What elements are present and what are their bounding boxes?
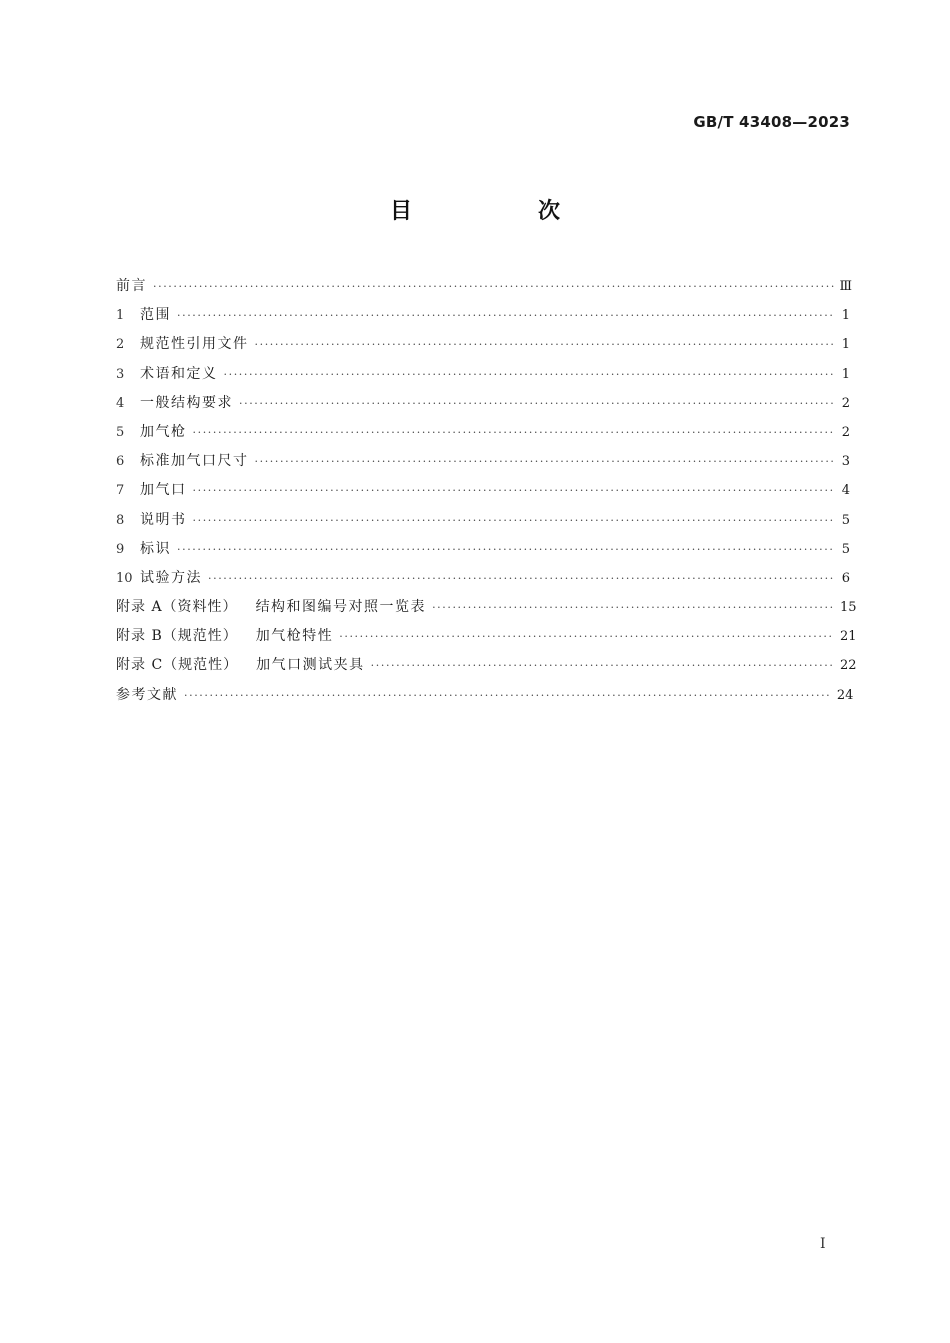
- toc-entry-label: 参考文献: [116, 686, 178, 703]
- toc-entry-appendix-a[interactable]: [116, 593, 857, 622]
- toc-entry-label: 说明书: [140, 511, 187, 528]
- toc-entry-page: 2: [841, 395, 850, 411]
- table-of-contents: [116, 272, 857, 710]
- toc-entry-number: 7: [116, 483, 125, 499]
- toc-entry-9[interactable]: [116, 535, 850, 564]
- toc-entry-page: 15: [840, 600, 857, 616]
- dot-leader: [153, 272, 834, 301]
- toc-entry-page: 1: [841, 308, 850, 324]
- toc-entry-label: 范围: [140, 307, 171, 324]
- toc-entry-number: 10: [116, 570, 133, 586]
- toc-entry-5[interactable]: [116, 418, 850, 447]
- toc-entry-number: 8: [116, 512, 125, 528]
- toc-entry-2[interactable]: [116, 330, 850, 359]
- toc-entry-page: 22: [840, 658, 857, 674]
- toc-entry-number: 5: [116, 424, 125, 440]
- toc-entry-page: 1: [841, 366, 850, 382]
- appendix-tag: 附录 B（规范性）: [116, 628, 238, 645]
- dot-leader: [193, 476, 835, 505]
- dot-leader: [193, 418, 835, 447]
- dot-leader: [224, 360, 835, 389]
- toc-entry-label: 标准加气口尺寸: [140, 453, 249, 470]
- toc-entry-label: 前言: [116, 278, 147, 294]
- toc-entry-page: 21: [839, 629, 857, 645]
- page-number: I: [820, 1236, 826, 1252]
- toc-entry-label: 结构和图编号对照一览表: [255, 599, 427, 616]
- toc-entry-8[interactable]: [116, 506, 850, 535]
- toc-entry-label: 规范性引用文件: [140, 336, 249, 353]
- toc-entry-page: 6: [841, 570, 850, 586]
- appendix-tag: 附录 A（资料性）: [116, 599, 238, 616]
- toc-entry-label: 试验方法: [140, 569, 202, 586]
- dot-leader: [255, 330, 835, 359]
- toc-entry-page: 5: [841, 541, 850, 557]
- toc-entry-label: 术语和定义: [140, 365, 218, 382]
- dot-leader: [239, 389, 834, 418]
- toc-entry-label: 加气枪特性: [255, 628, 334, 645]
- toc-entry-number: 6: [116, 454, 125, 470]
- toc-entry-3[interactable]: [116, 360, 850, 389]
- toc-entry-page: 24: [836, 687, 854, 703]
- dot-leader: [339, 622, 834, 651]
- standard-number: GB/T 43408—2023: [693, 113, 850, 131]
- toc-entry-appendix-c[interactable]: [116, 651, 857, 680]
- toc-entry-appendix-b[interactable]: [116, 622, 857, 651]
- toc-entry-label: 一般结构要求: [140, 394, 233, 411]
- toc-entry-page: 3: [841, 454, 850, 470]
- toc-title: 目 次: [389, 199, 612, 224]
- toc-entry-page: 4: [841, 483, 850, 499]
- toc-entry-10[interactable]: [116, 564, 850, 593]
- toc-entry-6[interactable]: [116, 447, 850, 476]
- dot-leader: [371, 651, 834, 680]
- toc-entry-label: 加气口测试夹具: [256, 657, 365, 674]
- toc-entry-7[interactable]: [116, 476, 850, 505]
- toc-entry-foreword[interactable]: [116, 272, 853, 301]
- appendix-tag: 附录 C（规范性）: [116, 657, 239, 674]
- toc-entry-4[interactable]: [116, 389, 850, 418]
- dot-leader: [193, 506, 835, 535]
- toc-entry-page: 1: [841, 337, 850, 353]
- toc-entry-number: 1: [116, 308, 125, 324]
- toc-entry-label: 加气枪: [140, 423, 187, 440]
- dot-leader: [177, 535, 834, 564]
- toc-entry-1[interactable]: [116, 301, 850, 330]
- dot-leader: [184, 681, 831, 710]
- toc-entry-label: 加气口: [140, 482, 187, 499]
- toc-entry-number: 9: [116, 541, 125, 557]
- dot-leader: [432, 593, 834, 622]
- dot-leader: [255, 447, 835, 476]
- toc-entry-number: 3: [116, 366, 125, 382]
- toc-entry-page: 5: [841, 512, 850, 528]
- toc-entry-label: 标识: [140, 540, 171, 557]
- toc-entry-page: 2: [841, 424, 850, 440]
- toc-entry-references[interactable]: [116, 681, 854, 710]
- toc-entry-page: Ⅲ: [839, 279, 853, 294]
- toc-entry-number: 4: [116, 395, 125, 411]
- toc-entry-number: 2: [116, 337, 125, 353]
- dot-leader: [208, 564, 834, 593]
- dot-leader: [177, 301, 834, 330]
